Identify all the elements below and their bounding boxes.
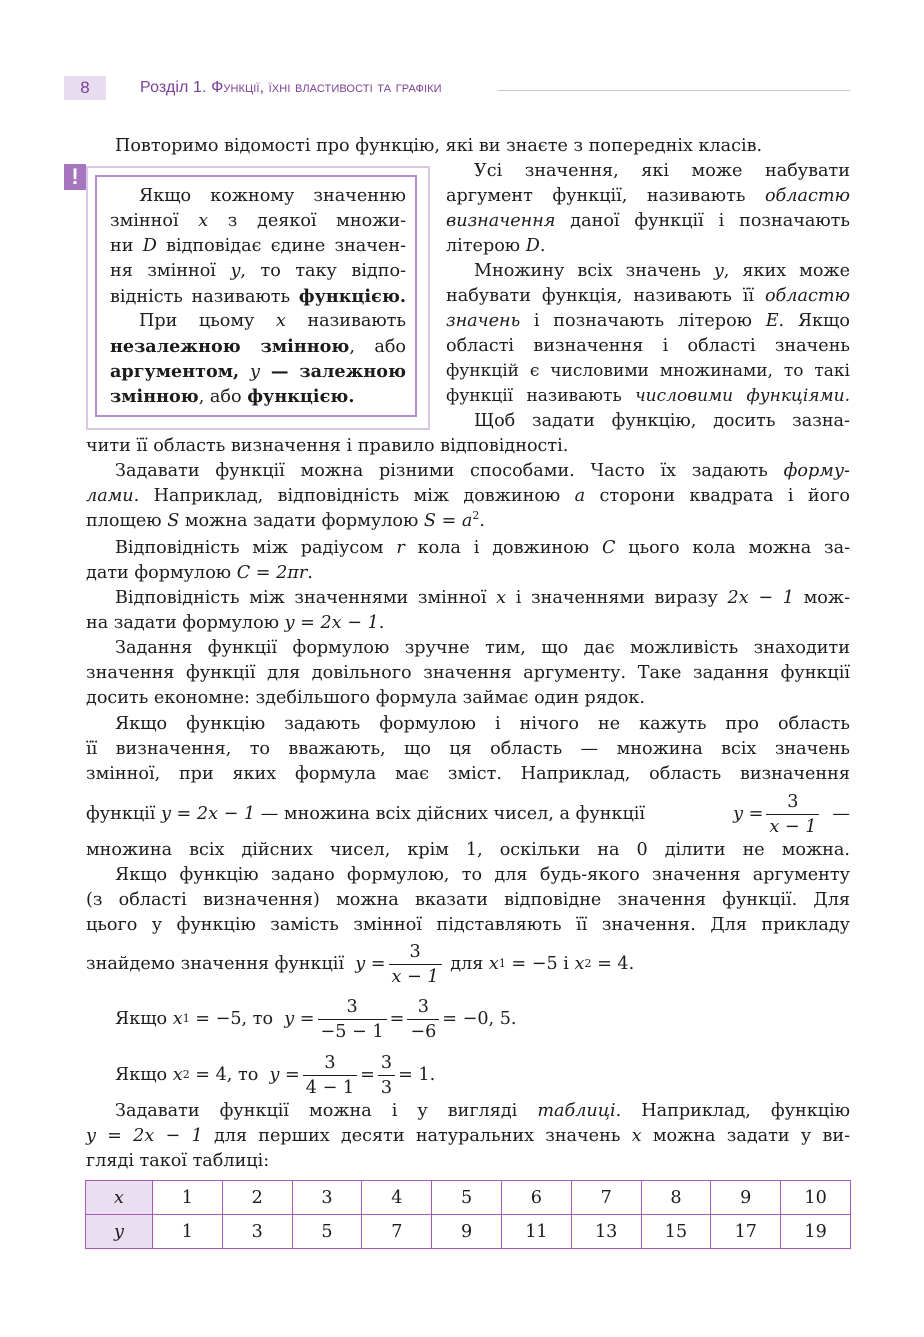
p1-line-3: площею S можна задати формулою $S = a^2$. bbox=[86, 509, 485, 531]
table-cell: 5 bbox=[292, 1215, 362, 1249]
p4-line-3: досить економне: здебільшого формула займає один рядок. bbox=[86, 688, 645, 708]
p1-line-1: Задавати функції можна різними способами. Часто їх задають форму- bbox=[115, 461, 850, 481]
table-cell: 17 bbox=[711, 1215, 781, 1249]
table-cell: 11 bbox=[501, 1215, 571, 1249]
header-rule bbox=[498, 90, 850, 91]
table-cell: 1 bbox=[153, 1215, 223, 1249]
right-line-10: функції називають числовими функціями. bbox=[446, 386, 850, 406]
p5-line-4: функції y = 2x − 1 — множина всіх дійсних чисел, а функції y = $\frac{3}{x - 1}$ — bbox=[86, 791, 850, 837]
table-cell: 7 bbox=[362, 1215, 432, 1249]
p4-line-2: значення функції для довільного значення аргументу. Таке задання функції bbox=[86, 663, 850, 683]
page-number: 8 bbox=[64, 76, 106, 100]
table-row-x bbox=[86, 1181, 851, 1215]
fraction-3-over-m5-1: $\frac{3}{-5 - 1}$ bbox=[318, 997, 387, 1042]
table-cell: 19 bbox=[781, 1215, 851, 1249]
right-line-11: Щоб задати функцію, досить зазна- bbox=[474, 411, 850, 431]
table-cell: 2 bbox=[222, 1181, 292, 1215]
values-table bbox=[85, 1180, 851, 1249]
right-line-8: області визначення і області значень bbox=[446, 336, 850, 356]
def-line-5: відність називають функцією. bbox=[110, 286, 406, 307]
table-cell: 6 bbox=[501, 1181, 571, 1215]
chapter-title: Функції, їхні властивості та графіки bbox=[211, 79, 442, 96]
right-line-2: аргумент функції, називають областю bbox=[446, 186, 850, 206]
p6-line-3: цього у функцію замість змінної підставляють її значення. Для прикладу bbox=[86, 915, 850, 935]
p7-line-1: Задавати функції можна і у вигляді таблиці. Наприклад, функцію bbox=[115, 1101, 851, 1121]
fraction-3-over-m6: $\frac{3}{-6}$ bbox=[407, 997, 439, 1042]
p5-line-1: Якщо функцію задають формулою і нічого не кажуть про область bbox=[115, 714, 850, 734]
fraction-3-over-x-1: $\frac{3}{x - 1}$ bbox=[389, 942, 442, 987]
right-line-6: набувати функція, називають її областю bbox=[446, 286, 850, 306]
table-cell: 5 bbox=[432, 1181, 502, 1215]
table-cell: 9 bbox=[711, 1181, 781, 1215]
p1-line-2: лами. Наприклад, відповідність між довжиною a сторони квадрата і його bbox=[86, 486, 851, 506]
table-cell: 15 bbox=[641, 1215, 711, 1249]
p5-line-2: її визначення, то вважають, що ця область — множина всіх значень bbox=[86, 739, 850, 759]
fraction-3-over-3: $\frac{3}{3}$ bbox=[378, 1053, 395, 1098]
p5-line-5: множина всіх дійсних чисел, крім 1, оскільки на 0 ділити не можна. bbox=[86, 840, 850, 860]
example-2: Якщо x 2 = 4, то y = $\frac{3}{4 - 1}$ = $\frac{3}{3}$ = 1. bbox=[115, 1052, 436, 1098]
p6-line-4: знайдемо значення функції y = $\frac{3}{x - 1}$ для x 1 = −5 і x 2 = 4. bbox=[86, 941, 635, 987]
table-cell: 1 bbox=[153, 1181, 223, 1215]
running-header bbox=[140, 79, 442, 97]
def-line-7: незалежною змінною, або bbox=[110, 336, 406, 357]
table-cell: 10 bbox=[781, 1181, 851, 1215]
p7-line-3: гляді такої таблиці: bbox=[86, 1151, 270, 1171]
table-row-y bbox=[86, 1215, 851, 1249]
p6-line-1: Якщо функцію задано формулою, то для будь-якого значення аргументу bbox=[115, 865, 850, 885]
p7-line-2: y = 2x − 1 для перших десяти натуральних значень x можна задати у ви- bbox=[86, 1126, 851, 1146]
right-line-3: визначення даної функції і позначають bbox=[446, 211, 850, 231]
right-line-7: значень і позначають літерою E. Якщо bbox=[446, 311, 851, 331]
table-cell: 7 bbox=[571, 1181, 641, 1215]
def-line-8: аргументом, y — залежною bbox=[110, 361, 407, 382]
table-header-x: x bbox=[86, 1181, 153, 1215]
def-line-9: змінною, або функцією. bbox=[110, 386, 355, 407]
right-line-5: Множину всіх значень y, яких може bbox=[474, 261, 851, 281]
right-line-9: функцій є числовими множинами, то такі bbox=[446, 361, 850, 381]
p2-line-2: дати формулою C = 2πr. bbox=[86, 563, 313, 583]
def-line-4: ня змінної y, то таку відпо- bbox=[110, 261, 407, 281]
def-line-6: При цьому x називають bbox=[139, 311, 406, 331]
section-label: Розділ 1. bbox=[140, 79, 207, 96]
table-cell: 3 bbox=[222, 1215, 292, 1249]
table-cell: 3 bbox=[292, 1181, 362, 1215]
right-line-4: літерою D. bbox=[446, 236, 546, 256]
fraction-3-over-4-1: $\frac{3}{4 - 1}$ bbox=[303, 1053, 357, 1098]
right-line-12: чити її область визначення і правило відповідності. bbox=[86, 436, 569, 456]
p2-line-1: Відповідність між радіусом r кола і довжиною C цього кола можна за- bbox=[115, 538, 851, 558]
p3-line-1: Відповідність між значеннями змінної x і значеннями виразу 2x − 1 мож- bbox=[115, 588, 851, 608]
exclamation-icon: ! bbox=[64, 164, 86, 190]
def-line-3: ни D відповідає єдине значен- bbox=[110, 236, 407, 256]
p3-line-2: на задати формулою y = 2x − 1. bbox=[86, 613, 385, 633]
fraction-3-over-x-1: $\frac{3}{x - 1}$ bbox=[766, 792, 819, 837]
table-cell: 13 bbox=[571, 1215, 641, 1249]
example-1: Якщо x 1 = −5, то y = $\frac{3}{-5 - 1}$ = $\frac{3}{-6}$ = −0, 5. bbox=[115, 996, 517, 1042]
intro-text: Повторимо відомості про функцію, які ви знаєте з попередніх класів. bbox=[115, 136, 763, 156]
def-line-2: змінної x з деякої множи- bbox=[110, 211, 407, 231]
table-cell: 4 bbox=[362, 1181, 432, 1215]
right-line-1: Усі значення, які може набувати bbox=[474, 161, 850, 181]
table-header-y: y bbox=[86, 1215, 153, 1249]
table-cell: 8 bbox=[641, 1181, 711, 1215]
p6-line-2: (з області визначення) можна вказати відповідне значення функції. Для bbox=[86, 890, 850, 910]
table-cell: 9 bbox=[432, 1215, 502, 1249]
def-line-1: Якщо кожному значенню bbox=[139, 186, 406, 206]
p5-line-3: змінної, при яких формула має зміст. Наприклад, область визначення bbox=[86, 764, 850, 784]
p4-line-1: Задання функції формулою зручне тим, що дає можливість знаходити bbox=[115, 638, 850, 658]
